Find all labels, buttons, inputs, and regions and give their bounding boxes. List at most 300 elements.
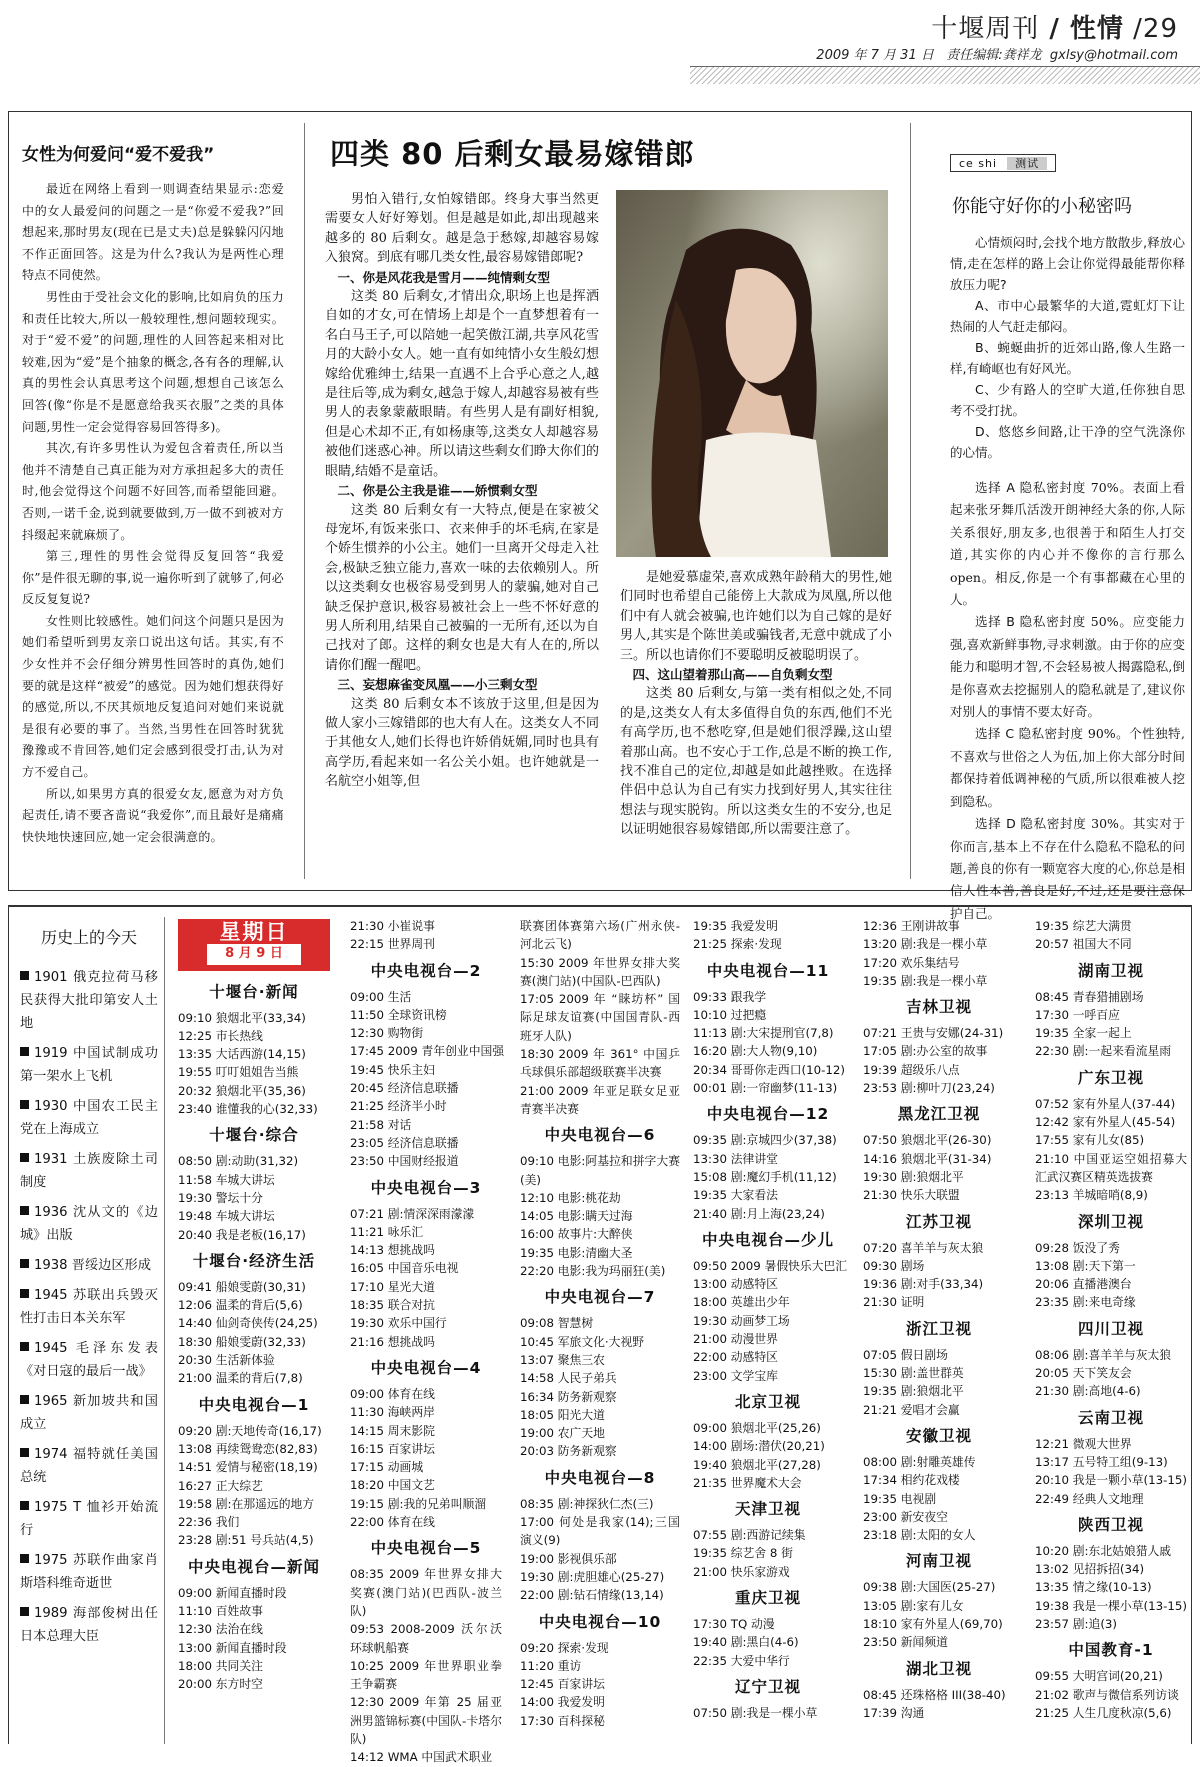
history-event-text: 1901 俄克拉荷马移民获得大批印第安人土地 [20,970,158,1031]
article-subheading: 一、你是风花我是雪月——纯情剩女型 [337,269,551,285]
program-listing: 13:08 再续鸳鸯恋(82,83) [178,1441,318,1456]
program-listing: 16:20 剧:大人物(9,10) [693,1044,818,1059]
program-listing: 12:30 2009 年第 25 届亚洲男篮锦标赛(中国队-卡塔尔队) [350,1695,502,1746]
program-listing: 21:25 经济半小时 [350,1099,447,1114]
main-article-column-b [620,568,892,840]
program-listing: 18:35 联合对抗 [350,1298,435,1313]
program-listing: 21:40 剧:月上海(23,24) [693,1206,825,1221]
program-listing: 21:30 剧:高地(4-6) [1035,1384,1141,1399]
history-event-text: 1975 T 恤衫开始流行 [20,1500,158,1538]
program-listing: 20:30 生活新体验 [178,1353,275,1368]
program-listing: 19:00 农广天地 [520,1426,605,1441]
program-listing: 07:21 王贵与安娜(24-31) [863,1026,1004,1041]
program-listing: 17:15 动画城 [350,1460,424,1475]
program-listing: 11:20 重访 [520,1658,582,1673]
program-listing: 19:35 综艺舍 8 街 [693,1546,793,1561]
tag-label: 测试 [1007,157,1047,170]
program-listing: 19:30 剧:虎胆雄心(25-27) [520,1569,665,1584]
tv-listings-column-4 [693,917,848,1722]
channel-name: 中央电视台—5 [370,1539,482,1558]
test-question: 心情烦闷时,会找个地方散散步,释放心情,走在怎样的路上会让你觉得最能帮你释放压力呢? [950,235,1185,292]
program-listing: 10:45 军旅文化·大视野 [520,1334,645,1349]
history-event [20,1201,158,1247]
program-listing: 21:00 动漫世界 [693,1332,778,1347]
program-listing: 22:00 体育在线 [350,1515,435,1530]
main-article-column-a [325,190,599,792]
program-listing: 16:00 故事片:大醉侠 [520,1227,633,1242]
program-listing: 21:00 快乐家游戏 [693,1564,790,1579]
program-listing: 16:15 百家讲坛 [350,1441,435,1456]
program-listing: 21:58 对话 [350,1117,412,1132]
program-listing: 08:35 剧:神探狄仁杰(三) [520,1496,654,1511]
program-listing: 07:20 喜羊羊与灰太狼 [863,1240,984,1255]
program-listing: 19:00 影视俱乐部 [520,1551,617,1566]
program-listing: 21:02 歌声与微信系列访谈 [1035,1687,1179,1702]
program-listing: 19:35 电影:清幽大圣 [520,1245,633,1260]
program-listing: 21:35 世界魔术大会 [693,1475,802,1490]
tv-listings-column-2 [350,917,505,1767]
left-article-paragraph: 其次,有许多男性认为爱包含着责任,所以当他并不清楚自己真正能为对方承担起多大的责任时,他会觉得这个问题不好回答,而希望能回避。否则,一诺千金,说到就要做到,万一做不到被对方抖缀起来就麻烦了。 [22,441,284,542]
program-listing: 09:00 狼烟北平(25,26) [693,1420,821,1435]
editor: 责任编辑:龚祥龙 [946,48,1042,63]
history-event-text: 1931 土族废除土司制度 [20,1152,158,1190]
program-listing: 14:58 人民子弟兵 [520,1371,617,1386]
program-listing: 12:21 微观大世界 [1035,1436,1132,1451]
program-listing: 17:20 欢乐集结号 [863,955,960,970]
history-event [20,1337,158,1383]
test-result-text: 隐私密封度 90%。个性独特,不喜欢与世俗之人为伍,加上你大部分时间都保持着低调神秘的气质,所以很难被人挖到隐私。 [950,726,1185,809]
program-listing: 19:48 车城大讲坛 [178,1209,275,1224]
program-listing: 17:30 百科探秘 [520,1713,605,1728]
program-listing: 20:34 哥哥你走西口(10-12) [693,1062,846,1077]
program-listing: 08:50 剧:动助(31,32) [178,1154,299,1169]
program-listing: 联赛团体赛第六场(广州永侠-河北云飞) [520,919,680,952]
program-listing: 11:58 车城大讲坛 [178,1172,275,1187]
channel-name: 中央电视台—1 [198,1395,310,1414]
channel-name: 河南卫视 [905,1552,972,1571]
program-listing: 08:00 剧:射雕英雄传 [863,1454,976,1469]
program-listing: 19:58 剧:在那遥远的地方 [178,1496,315,1511]
program-listing: 21:21 爱唱才会赢 [863,1402,960,1417]
program-listing: 08:45 青春猎捕剧场 [1035,989,1144,1004]
day-header [178,919,330,971]
program-listing: 23:13 羊城暗哨(8,9) [1035,1188,1148,1203]
issue-line [816,44,1178,63]
program-listing: 15:30 2009 年世界女排大奖赛(澳门站)(中国队-巴西队) [520,955,680,988]
program-listing: 20:45 经济信息联播 [350,1081,459,1096]
history-event-text: 1975 苏联作曲家肖斯塔科维奇逝世 [20,1553,158,1591]
program-listing: 09:10 电影:阿基拉和拼字大赛(美) [520,1154,680,1187]
program-listing: 13:30 法律讲堂 [693,1151,778,1166]
test-option: A、市中心最繁华的大道,霓虹灯下让热闹的人气赶走郁闷。 [950,298,1185,334]
article-photo [616,190,888,557]
channel-name: 重庆卫视 [734,1589,801,1608]
history-event-text: 1989 海部俊树出任日本总理大臣 [20,1606,158,1644]
program-listing: 19:35 全家一起上 [1035,1026,1132,1041]
program-listing: 17:30 一呼百应 [1035,1007,1120,1022]
program-listing: 21:10 中国亚运空姐招募大汇武汉赛区精英选拔赛 [1035,1151,1187,1184]
program-listing: 22:00 剧:钻石情缘(13,14) [520,1588,664,1603]
bullet-square-icon [20,1448,29,1457]
program-listing: 18:30 船娘雯蔚(32,33) [178,1334,306,1349]
program-listing: 00:01 剧:一帘幽梦(11-13) [693,1081,838,1096]
program-listing: 13:07 聚焦三农 [520,1352,605,1367]
program-listing: 23:18 剧:太阳的女人 [863,1528,976,1543]
channel-name: 天津卫视 [734,1500,801,1519]
channel-name: 中央电视台—3 [370,1178,482,1197]
program-listing: 17:55 家有儿女(85) [1035,1133,1145,1148]
program-listing: 23:50 新闻频道 [863,1635,948,1650]
history-event [20,966,158,1035]
program-listing: 19:38 我是一棵小草(13-15) [1035,1598,1188,1613]
left-article-paragraph: 所以,如果男方真的很爱女友,愿意为对方负起责任,请不要吝啬说“我爱你”,而且最好是痛痛快快地快速回应,她一定会很满意的。 [22,786,284,844]
program-listing: 13:00 新闻直播时段 [178,1640,287,1655]
program-listing: 23:40 谁懂我的心(32,33) [178,1102,318,1117]
program-listing: 10:25 2009 年世界职业拳王争霸赛 [350,1658,502,1692]
program-listing: 14:40 仙剑奇侠传(24,25) [178,1316,318,1331]
program-listing: 18:30 2009 年 361° 中国乒乓球俱乐部超级联赛半决赛 [520,1047,680,1080]
program-listing: 19:45 快乐主妇 [350,1062,435,1077]
channel-name: 中央电视台—10 [538,1612,662,1631]
program-listing: 19:30 动画梦工场 [693,1313,790,1328]
program-listing: 19:39 超级乐八点 [863,1062,960,1077]
photo-portrait-icon [616,190,888,557]
column-rule [164,917,165,1744]
program-listing: 13:00 动感特区 [693,1277,778,1292]
program-listing: 17:05 2009 年 “睐坊杯” 国际足球友谊赛(中国国青队-西班牙人队) [520,992,680,1043]
channel-name: 中国教育-1 [1068,1641,1154,1660]
channel-name: 湖南卫视 [1077,961,1144,980]
program-listing: 20:03 防务新观察 [520,1444,617,1459]
article-paragraph: 男怕入错行,女怕嫁错郎。终身大事当然更需要女人好好筹划。但是越是如此,却出现越来越多的 80 后剩女。越是急于愁嫁,却越容易嫁入狼窝。到底有哪几类女性,最容易嫁错郎呢? [325,192,599,266]
left-article-title: 女性为何爱问“爱不爱我” [22,145,215,165]
history-event [20,1549,158,1595]
channel-name: 中央电视台—2 [370,961,482,980]
program-listing: 07:21 剧:情深深雨濛濛 [350,1206,475,1221]
program-listing: 21:00 2009 年亚足联女足亚青赛半决赛 [520,1083,680,1116]
program-listing: 09:35 剧:京城四少(37,38) [693,1133,837,1148]
history-today [20,925,158,1655]
program-listing: 11:21 咏乐汇 [350,1224,424,1239]
program-listing: 20:00 东方时空 [178,1677,263,1692]
channel-name: 中央电视台—7 [544,1288,656,1307]
program-listing: 11:50 全球资讯榜 [350,1007,447,1022]
channel-name: 四川卫视 [1077,1319,1144,1338]
program-listing: 07:50 剧:我是一棵小草 [693,1705,818,1720]
program-listing: 14:00 剧场:潜伏(20,21) [693,1439,825,1454]
channel-name: 中央电视台—4 [370,1358,482,1377]
title-sep: / [1039,14,1070,44]
program-listing: 11:30 海峡两岸 [350,1405,435,1420]
history-title: 历史上的今天 [40,928,137,947]
program-listing: 09:38 剧:大国医(25-27) [863,1580,996,1595]
publication-title [931,8,1178,45]
program-listing: 10:20 剧:东北姑娘猎人戚 [1035,1543,1172,1558]
program-listing: 16:05 中国音乐电视 [350,1261,459,1276]
program-listing: 09:50 2009 暑假快乐大巴汇 [693,1258,848,1273]
history-event-text: 1965 新加坡共和国成立 [20,1394,158,1432]
masthead-rule [690,66,1200,84]
program-listing: 21:30 小崔说事 [350,919,435,933]
program-listing: 20:05 天下笑友会 [1035,1366,1132,1381]
program-listing: 20:40 我是老板(16,17) [178,1227,306,1242]
left-article-paragraph: 第三,理性的男性会觉得反复回答“我爱你”是件很无聊的事,说一遍你听到了就够了,何必反反复复说? [22,549,284,607]
program-listing: 09:00 体育在线 [350,1386,435,1401]
history-event [20,1602,158,1648]
program-listing: 22:20 电影:我为玛丽狂(美) [520,1264,666,1279]
article-subheading: 二、你是公主我是谁——娇惯剩女型 [337,483,538,499]
history-event [20,1042,158,1088]
history-event [20,1284,158,1330]
program-listing: 13:08 剧:天下第一 [1035,1258,1136,1273]
channel-name: 安徽卫视 [905,1426,972,1445]
history-event [20,1095,158,1141]
program-listing: 14:16 狼烟北平(31-34) [863,1151,992,1166]
program-listing: 23:00 文学宝库 [693,1368,778,1383]
test-options [950,295,1185,463]
program-listing: 09:00 新闻直播时段 [178,1585,287,1600]
column-rule [910,123,911,879]
program-listing: 23:05 经济信息联播 [350,1135,459,1150]
program-listing: 21:00 温柔的背后(7,8) [178,1371,303,1386]
program-listing: 12:30 法治在线 [178,1622,263,1637]
program-listing: 23:28 剧:51 号兵站(4,5) [178,1533,314,1548]
program-listing: 09:30 剧场 [863,1258,925,1273]
bullet-square-icon [20,1395,29,1404]
program-listing: 12:25 市长热线 [178,1028,263,1043]
program-listing: 07:05 假日剧场 [863,1347,948,1362]
program-listing: 13:17 五号特工组(9-13) [1035,1454,1168,1469]
program-listing: 19:36 剧:对手(33,34) [863,1277,984,1292]
program-listing: 23:00 新安夜空 [863,1509,948,1524]
program-listing: 12:42 家有外星人(45-54) [1035,1115,1176,1130]
program-listing: 07:52 家有外星人(37-44) [1035,1096,1176,1111]
channel-name: 中央电视台—少儿 [701,1230,834,1249]
program-listing: 16:27 正大综艺 [178,1478,263,1493]
program-listing: 18:00 英雄出少年 [693,1295,790,1310]
program-listing: 20:57 祖国大不同 [1035,937,1132,952]
section-tag [950,154,1056,172]
bullet-square-icon [20,1289,29,1298]
main-article-title: 四类 80 后剩女最易嫁错郎 [330,137,695,171]
program-listing: 19:35 剧:我是一棵小草 [863,973,988,988]
channel-name: 黑龙江卫视 [897,1105,981,1124]
history-event-text: 1945 苏联出兵毁灭性打击日本关东军 [20,1288,158,1326]
program-listing: 09:28 饭没了秀 [1035,1240,1120,1255]
program-listing: 17:10 星光大道 [350,1279,435,1294]
program-listing: 09:20 剧:天地传奇(16,17) [178,1423,322,1438]
program-listing: 13:35 情之缘(10-13) [1035,1580,1152,1595]
bullet-square-icon [20,1047,29,1056]
program-listing: 09:20 探索·发现 [520,1640,609,1655]
channel-name: 陕西卫视 [1077,1515,1144,1534]
program-listing: 08:35 2009 年世界女排大奖赛(澳门站)(巴西队-波兰队) [350,1567,502,1618]
program-listing: 19:55 叮叮姐姐告当熊 [178,1065,299,1080]
bullet-square-icon [20,1501,29,1510]
program-listing: 22:30 剧:一起来看流星雨 [1035,1044,1172,1059]
left-article [22,140,284,848]
channel-name: 中央电视台—12 [706,1105,830,1124]
test-result-text: 隐私密封度 50%。应变能力强,喜欢新鲜事物,寻求刺激。由于你的应变能力和聪明才智,不会轻易被人揭露隐私,倒是你喜欢去挖掘别人的隐私就是了,建议你对别人的事情不要太好奇。 [950,614,1185,720]
channel-name: 十堰台·新闻 [209,982,299,1001]
program-listing: 14:00 我爱发明 [520,1695,605,1710]
program-listing: 19:35 大家看法 [693,1188,778,1203]
article-paragraph: 是她爱慕虚荣,喜欢成熟年龄稍大的男性,她们同时也希望自己能傍上大款成为凤凰,所以他们中有人就会被骗,也许她们以为自己嫁的是好男人,其实是个陈世美或骗钱者,无意中就成了小三。所以也请你们不要聪明反被聪明误了。 [620,570,892,663]
program-listing: 21:16 想挑战吗 [350,1334,435,1349]
left-article-paragraph: 男性由于受社会文化的影响,比如肩负的压力和责任比较大,所以一般较理性,想问题较现实。对于“爱不爱”的问题,理性的人回答起来相对比较难,因为“爱”是个抽象的概念,各有各的理解,认真的男性会认真思考这个问题,想想自己该怎么回答(像“你是不是愿意给我买衣服”之类的具体问题,男性一定会觉得容易回答得多)。 [22,289,284,434]
test-result [950,723,1185,813]
bullet-square-icon [20,1100,29,1109]
test-title: 你能守好你的小秘密吗 [952,196,1132,217]
history-events [20,966,158,1648]
program-listing: 19:35 电视剧 [863,1491,937,1506]
bullet-square-icon [20,1259,29,1268]
program-listing: 13:02 见招拆招(34) [1035,1562,1145,1577]
left-article-paragraph: 女性则比较感性。她们问这个问题只是因为她们希望听到男友亲口说出这句话。其实,有不少女性并不会仔细分辨男性回答时的真伪,她们要的就是这样“被爱”的感觉。因为她们想获得好的感觉,所以,不厌其烦地反复追问对她们来说就是很有必要的事了。当然,当男性在回答时犹犹豫豫或不肯回答,她们定会感到很受打击,认为对方不爱自己。 [22,613,284,780]
test-result [950,611,1185,723]
bullet-square-icon [20,1607,29,1616]
program-listing: 23:35 剧:来电奇缘 [1035,1295,1136,1310]
test-result-label: 选择 A [975,480,1015,495]
history-event-text: 1974 福特就任美国总统 [20,1447,158,1485]
program-listing: 23:57 剧:追(3) [1035,1617,1118,1632]
tv-listings-column-5 [863,917,1015,1722]
tv-listings-column-6 [1035,917,1187,1722]
program-listing: 14:13 想挑战吗 [350,1243,435,1258]
program-listing: 17:34 相约花戏楼 [863,1473,960,1488]
program-listing: 20:32 狼烟北平(35,36) [178,1083,306,1098]
history-event-text: 1930 中国农工民主党在上海成立 [20,1099,158,1137]
tv-listings-column-3 [520,917,680,1730]
left-article-paragraph: 最近在网络上看到一则调查结果显示:恋爱中的女人最爱问的问题之一是“你爱不爱我?”回想起来,那时男友(现在已是丈夫)总是躲躲闪闪地不作正面回答。这是为什么?我认为是两性心理特点不同使然。 [22,182,284,283]
program-listing: 23:53 剧:柳叶刀(23,24) [863,1081,995,1096]
program-listing: 09:33 跟我学 [693,989,767,1004]
test-results [950,477,1185,925]
channel-name: 中央电视台—8 [544,1468,656,1487]
program-listing: 19:40 狼烟北平(27,28) [693,1457,821,1472]
program-listing: 10:10 过把瘾 [693,1007,767,1022]
program-listing: 09:10 狼烟北平(33,34) [178,1010,306,1025]
left-article-body [22,179,284,848]
test-result-text: 隐私密封度 70%。表面上看起来张牙舞爪活泼开朗神经大条的你,人际关系很好,朋友多,也很善于和陌生人打交道,其实你的内心并不像你的言行那么 open。相反,你是一个有事都藏在心里的人。 [950,480,1185,608]
program-listing: 19:15 剧:我的兄弟叫顺溜 [350,1496,487,1511]
program-listing: 07:50 狼烟北平(26-30) [863,1133,992,1148]
program-listing: 21:30 快乐大联盟 [863,1188,960,1203]
history-event [20,1443,158,1489]
program-listing: 14:15 周末影院 [350,1423,435,1438]
program-listing: 17:05 剧:办公室的故事 [863,1044,988,1059]
program-listing: 15:08 剧:魔幻手机(11,12) [693,1169,837,1184]
day-name: 星期日 [219,920,289,944]
program-listing: 09:41 船娘雯蔚(30,31) [178,1279,306,1294]
history-event [20,1254,158,1277]
test-option: B、蜿蜒曲折的近郊山路,像人生路一样,有崎岖也有好风光。 [950,340,1185,376]
program-listing: 21:25 探索·发现 [693,937,782,952]
bullet-square-icon [20,1554,29,1563]
channel-name: 江苏卫视 [905,1212,972,1231]
channel-name: 浙江卫视 [905,1319,972,1338]
program-listing: 19:35 剧:狼烟北平 [863,1384,964,1399]
history-event-text: 1936 沈从文的《边城》出版 [20,1205,158,1243]
program-listing: 13:05 剧:家有儿女 [863,1598,964,1613]
program-listing: 19:30 剧:狼烟北平 [863,1169,964,1184]
channel-name: 云南卫视 [1077,1408,1144,1427]
article-paragraph: 这类 80 后剩女本不该放于这里,但是因为做人家小三嫁错郎的也大有人在。这类女人不同于其他女人,她们长得也许娇俏妩媚,同时也具有高学历,看起来如一名公关小姐。也许她就是一名航空小姐等,但 [325,696,599,790]
pub-name: 十堰周刊 [931,14,1040,44]
program-listing: 17:30 TQ 动漫 [693,1617,775,1632]
editor-email: gxlsy@hotmail.com [1049,48,1178,63]
program-listing: 14:05 电影:瞒天过海 [520,1209,633,1224]
channel-name: 广东卫视 [1077,1068,1144,1087]
article-paragraph: 这类 80 后剩女有一大特点,便是在家被父母宠坏,有饭来张口、衣来伸手的坏毛病,在家是个娇生惯养的小公主。她们一旦离开父母走入社会,极缺乏独立能力,喜欢一味的去依赖别人。所以这类剩女也极容易受到男人的蒙骗,她对自己缺乏保护意识,极容易被社会上一些不怀好意的男人所利用,结果自己被骗的一无所有,还以为自己找对了郎。这样的剩女也是大有人在的,所以请你们醒一醒吧。 [325,502,599,673]
program-listing: 09:55 大明宫词(20,21) [1035,1669,1163,1684]
program-listing: 18:05 阳光大道 [520,1407,605,1422]
tag-pinyin: ce shi [959,157,998,170]
program-listing: 20:10 我是一颗小草(13-15) [1035,1473,1188,1488]
channel-name: 十堰台·经济生活 [192,1251,316,1270]
test-result-text: 隐私密封度 30%。其实对于你而言,基本上不存在什么隐私不隐私的问题,善良的你有一颗宽容大度的心,你总是相信人性本善,善良是好,不过,还是要注意保护自己。 [950,816,1185,921]
program-listing: 15:30 剧:盖世群英 [863,1366,964,1381]
program-listing: 07:55 剧:西游记续集 [693,1528,806,1543]
article-subheading: 四、这山望着那山高——自负剩女型 [632,667,833,683]
channel-name: 吉林卫视 [905,998,972,1017]
program-listing: 22:35 大爱中华行 [693,1653,790,1668]
program-listing: 22:49 经典人文地理 [1035,1491,1144,1506]
test-result-label: 选择 D [975,816,1016,832]
article-paragraph: 这类 80 后剩女,才情出众,职场上也是挥洒自如的才女,可在情场上却是个一直梦想着有一名白马王子,可以陪她一起笑傲江湖,共享风花雪月的大龄小女人。她一直有如纯情小女生般幻想嫁给优雅绅士,结果一直遇不上合乎心意之人,越是往后等,成为剩女,越急于嫁人,却越容易被有些男人的表象蒙蔽眼睛。有些男人是有副好相貌,但是心术却不正,有如杨康等,这类女人却越容易被他们迷惑心神。所以请这些剩女们睁大你们的眼睛,结婚不是童话。 [325,289,599,479]
bullet-square-icon [20,971,29,980]
program-listing: 21:30 证明 [863,1295,925,1310]
program-listing: 18:00 共同关注 [178,1658,263,1673]
program-listing: 12:30 购物街 [350,1026,424,1041]
program-listing: 19:35 我爱发明 [693,919,778,933]
program-listing: 19:40 剧:黑白(4-6) [693,1635,799,1650]
program-listing: 09:53 2008-2009 沃尔沃环球帆船赛 [350,1622,502,1655]
program-listing: 22:00 动感特区 [693,1350,778,1365]
history-event [20,1148,158,1194]
program-listing: 08:45 还珠格格 III(38-40) [863,1687,1006,1702]
personality-test [950,152,1185,925]
test-option: C、少有路人的空旷大道,任你独自思考不受打扰。 [950,382,1185,418]
program-listing: 17:00 何处是我家(14);三国演义(9) [520,1515,680,1548]
channel-name: 中央电视台—新闻 [187,1557,320,1576]
bullet-square-icon [20,1342,29,1351]
test-option: D、悠悠乡间路,让干净的空气洗涤你的心情。 [950,424,1185,460]
program-listing: 19:30 欢乐中国行 [350,1316,447,1331]
program-listing: 16:34 防务新观察 [520,1389,617,1404]
test-result-label: 选择 C [975,726,1015,742]
article-paragraph: 这类 80 后剩女,与第一类有相似之处,不同的是,这类女人有太多值得自负的东西,他们不光有高学历,也不愁吃穿,但是她们很浮躁,这山望着那山高。也不安心于工作,总是不断的换工作,找不准自己的定位,却越是如此越挫败。在选择伴侣中总认为自己有实力找到好男人,其实往往想法与现实脱钩。所以这类女生的不安分,也足以证明她很容易嫁错郎,所以需要注意了。 [620,686,892,838]
program-listing: 20:06 直播港澳台 [1035,1277,1132,1292]
history-event [20,1496,158,1542]
channel-name: 中央电视台—11 [706,961,830,980]
program-listing: 22:15 世界周刊 [350,937,435,952]
program-listing: 14:12 WMA 中国武术职业 [350,1750,493,1765]
program-listing: 23:50 中国财经报道 [350,1154,459,1169]
program-listing: 12:06 温柔的背后(5,6) [178,1298,303,1313]
channel-name: 十堰台·综合 [209,1126,299,1145]
test-result-label: 选择 B [975,614,1015,630]
program-listing: 18:10 家有外星人(69,70) [863,1617,1003,1632]
program-listing: 09:00 生活 [350,989,412,1004]
program-listing: 22:36 我们 [178,1515,240,1530]
channel-name: 中央电视台—6 [544,1126,656,1145]
history-event [20,1390,158,1436]
program-listing: 19:30 警坛十分 [178,1190,263,1205]
program-listing: 18:20 中国文艺 [350,1478,435,1493]
program-listing: 08:06 剧:喜羊羊与灰太狼 [1035,1347,1172,1362]
test-result [950,477,1185,611]
